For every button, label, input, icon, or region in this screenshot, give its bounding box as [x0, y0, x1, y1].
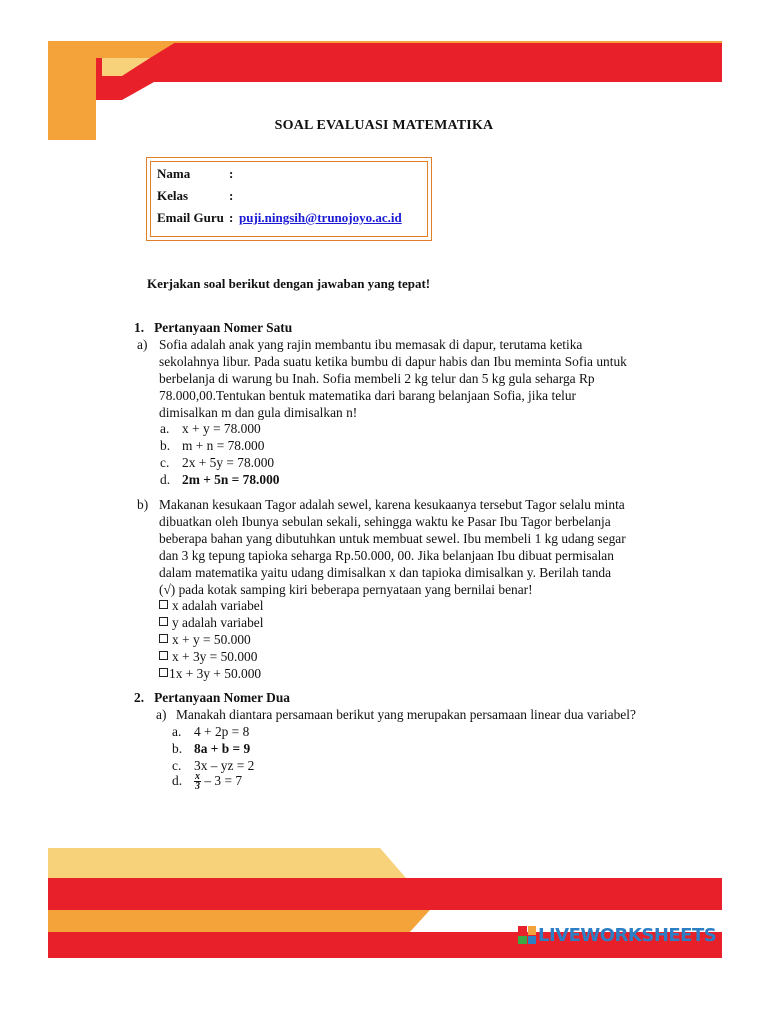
option-text: 2m + 5n = 78.000 [182, 472, 280, 487]
q1b-check-item[interactable] [159, 614, 263, 631]
checkbox[interactable] [159, 668, 168, 677]
q1b-check-item[interactable] [159, 597, 263, 614]
q2-number: 2. [134, 690, 145, 705]
q1b-line: dibuatkan oleh Ibunya sebulan sekali, sehingga waktu ke Pasar Ibu Tagor berbelanja [159, 514, 611, 529]
liveworksheets-logo[interactable] [518, 924, 716, 946]
q1b-line: Makanan kesukaan Tagor adalah sewel, karena kesukaanya tersebut Tagor selalu minta [159, 497, 625, 512]
q1a-option-a[interactable] [160, 420, 261, 437]
liveworksheets-logo-text: LIVEWORKSHEETS [538, 924, 717, 946]
checkbox[interactable] [159, 651, 168, 660]
q1-heading [134, 319, 292, 336]
q1a-option-c[interactable] [160, 454, 274, 471]
worksheet-title: SOAL EVALUASI MATEMATIKA [274, 118, 494, 133]
q1b-check-item[interactable] [159, 648, 257, 665]
q1a-letter: a) [137, 337, 148, 352]
q1b-check-item[interactable] [159, 631, 251, 648]
option-letter: c. [172, 758, 182, 773]
option-text: 4 + 2p = 8 [194, 724, 250, 739]
name-colon: : [229, 166, 234, 181]
option-letter: b. [172, 741, 183, 756]
identity-box [146, 157, 432, 241]
class-colon: : [229, 188, 234, 203]
q2a-option-a[interactable] [172, 723, 249, 740]
instruction-text: Kerjakan soal berikut dengan jawaban yang tepat! [147, 276, 431, 291]
q2a-option-b[interactable] [172, 740, 250, 757]
option-letter: c. [160, 455, 170, 470]
checkbox[interactable] [159, 600, 168, 609]
q1b-line: dalam matematika yaitu udang dimisalkan x dan tapioka dimisalkan y. Berilah tanda [159, 565, 612, 580]
fraction-denominator: 3 [195, 781, 200, 793]
option-letter: d. [172, 773, 183, 788]
q2a-question: Manakah diantara persamaan berikut yang merupakan persamaan linear dua variabel? [176, 707, 636, 722]
option-text: x + y = 78.000 [182, 421, 261, 436]
q1a-line: berbelanja di warung bu Inah. Sofia membeli 2 kg telur dan 5 kg gula seharga Rp [159, 371, 595, 386]
fraction [194, 772, 201, 791]
check-label: x + 3y = 50.000 [172, 649, 258, 664]
option-text: 2x + 5y = 78.000 [182, 455, 275, 470]
q2-title: Pertanyaan Nomer Dua [154, 690, 290, 705]
q1a-line: dimisalkan m dan gula dimisalkan n! [159, 405, 358, 420]
class-label: Kelas [157, 188, 189, 203]
option-text: 3x – yz = 2 [194, 758, 255, 773]
option-letter: a. [172, 724, 182, 739]
liveworksheets-logo-icon [518, 926, 536, 944]
name-row [157, 166, 239, 182]
check-label: y adalah variabel [172, 615, 264, 630]
checkbox[interactable] [159, 617, 168, 626]
check-label: 1x + 3y + 50.000 [169, 666, 262, 681]
q1-title: Pertanyaan Nomer Satu [154, 320, 293, 335]
name-label: Nama [157, 166, 191, 181]
q1b-letter: b) [137, 497, 149, 512]
q2a-letter: a) [156, 707, 167, 722]
q2a-option-d[interactable] [172, 772, 242, 791]
option-letter: b. [160, 438, 171, 453]
q1a-option-d[interactable] [160, 471, 279, 488]
checkbox[interactable] [159, 634, 168, 643]
option-text: 8a + b = 9 [194, 741, 251, 756]
q1b-check-item[interactable] [159, 665, 261, 682]
q1-number: 1. [134, 320, 145, 335]
email-colon: : [229, 210, 234, 225]
q1a-line: sekolahnya libur. Pada suatu ketika bumbu di dapur habis dan Ibu meminta Sofia untuk [159, 354, 627, 369]
option-letter: a. [160, 421, 170, 436]
email-label: Email Guru [157, 210, 224, 225]
q2-heading [134, 689, 290, 706]
q1b-line: dan 3 kg tepung tapioka seharga Rp.50.000, 00. Jika belanjaan Ibu dibuat permisalan [159, 548, 614, 563]
q1a-option-b[interactable] [160, 437, 264, 454]
q1b-line: beberapa bahan yang dibutuhkan untuk membuat sewel. Ibu membeli 1 kg udang segar [159, 531, 626, 546]
email-link[interactable]: puji.ningsih@trunojoyo.ac.id [239, 210, 402, 225]
option-text: m + n = 78.000 [182, 438, 265, 453]
option-text: – 3 = 7 [204, 773, 243, 788]
check-label: x + y = 50.000 [172, 632, 251, 647]
email-row [157, 210, 402, 226]
fraction-numerator: x [195, 771, 200, 783]
check-label: x adalah variabel [172, 598, 264, 613]
q1a-line: Sofia adalah anak yang rajin membantu ibu memasak di dapur, terutama ketika [159, 337, 583, 352]
class-row [157, 188, 239, 204]
q1a-line: 78.000,00.Tentukan bentuk matematika dari barang belanjaan Sofia, jika telur [159, 388, 577, 403]
option-letter: d. [160, 472, 171, 487]
q1b-line: (√) pada kotak samping kiri beberapa pernyataan yang bernilai benar! [159, 582, 533, 597]
